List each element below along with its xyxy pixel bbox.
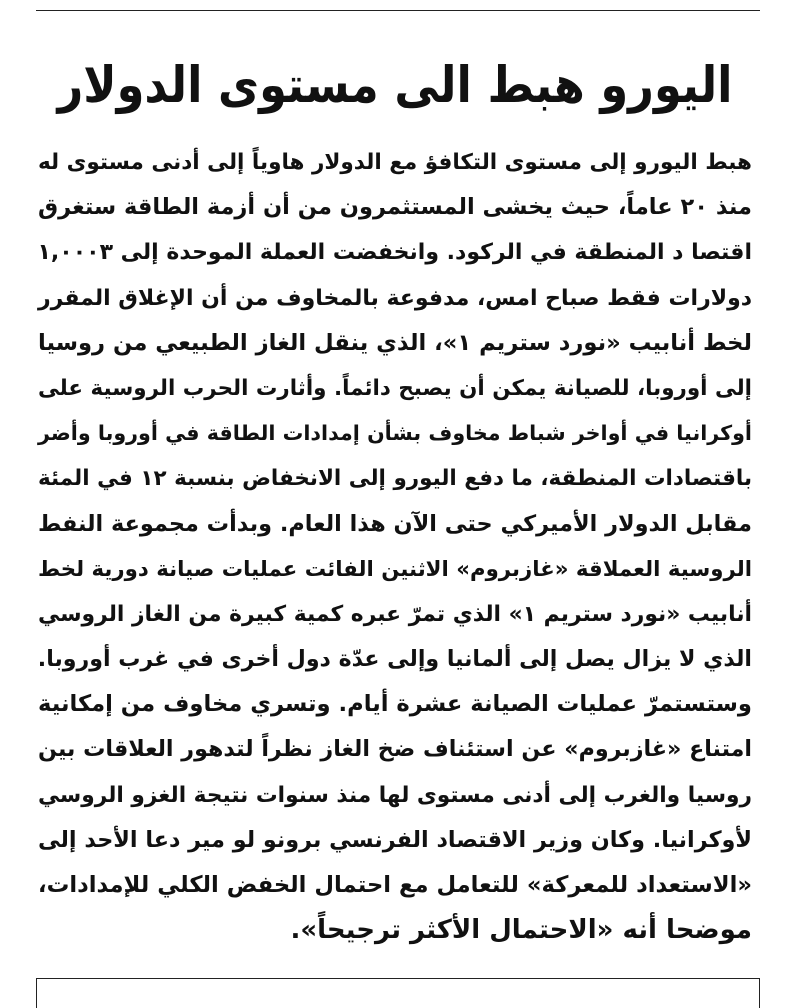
article-headline: اليورو هبط الى مستوى الدولار <box>57 56 733 114</box>
article-line: امتناع «غازبروم» عن استئناف ضخ الغاز نظراً لتدهور العلاقات بين <box>38 736 752 763</box>
article-line: روسيا والغرب إلى أدنى مستوى لها منذ سنوات نتيجة الغزو الروسي <box>37 782 752 808</box>
article-line: أنابيب «نورد ستريم ١» الذي تمرّ عبره كمية كبيرة من الغاز الروسي <box>38 601 753 627</box>
article-line: وستستمرّ عمليات الصيانة عشرة أيام. وتسري مخاوف من إمكانية <box>38 691 752 718</box>
article-line: الروسية العملاقة «غازبروم» الاثنين الفائت عمليات صيانة دورية لخط <box>38 556 752 582</box>
article-line: مقابل الدولار الأميركي حتى الآن هذا العام. وبدأت مجموعة النفط <box>38 510 752 537</box>
next-article-frame <box>36 978 760 1008</box>
article-line: الذي لا يزال يصل إلى ألمانيا وإلى عدّة دول أخرى في غرب أوروبا. <box>37 646 752 673</box>
article-line-last: موضحا أنه «الاحتمال الأكثر ترجيحاً». <box>290 915 752 946</box>
article-line: لأوكرانيا. وكان وزير الاقتصاد الفرنسي برونو لو مير دعا الأحد إلى <box>38 826 752 853</box>
article-line: منذ ٢٠ عاماً، حيث يخشى المستثمرون من أن أزمة الطاقة ستغرق <box>38 194 752 221</box>
article-line: اقتصا د المنطقة في الركود. وانخفضت العملة الموحدة إلى ١,٠٠٠٣ <box>37 240 752 266</box>
article-line: «الاستعداد للمعركة» للتعامل مع احتمال الخفض الكلي للإمدادات، <box>38 872 752 898</box>
article-body <box>38 140 752 953</box>
article-line: لخط أنابيب «نورد ستريم ١»، الذي ينقل الغاز الطبيعي من روسيا <box>38 329 752 356</box>
article-line: باقتصادات المنطقة، ما دفع اليورو إلى الانخفاض بنسبة ١٢ في المئة <box>38 466 753 492</box>
top-border-rule <box>36 10 760 11</box>
article-line: إلى أوروبا، للصيانة يمكن أن يصبح دائماً. وأثارت الحرب الروسية على <box>38 375 752 401</box>
article-line: أوكرانيا في أواخر شباط مخاوف بشأن إمدادات الطاقة في أوروبا وأضر <box>38 421 752 446</box>
article-line: دولارات فقط صباح امس، مدفوعة بالمخاوف من أن الإغلاق المقرر <box>38 285 752 311</box>
article-line: هبط اليورو إلى مستوى التكافؤ مع الدولار هاوياً إلى أدنى مستوى له <box>37 150 752 175</box>
